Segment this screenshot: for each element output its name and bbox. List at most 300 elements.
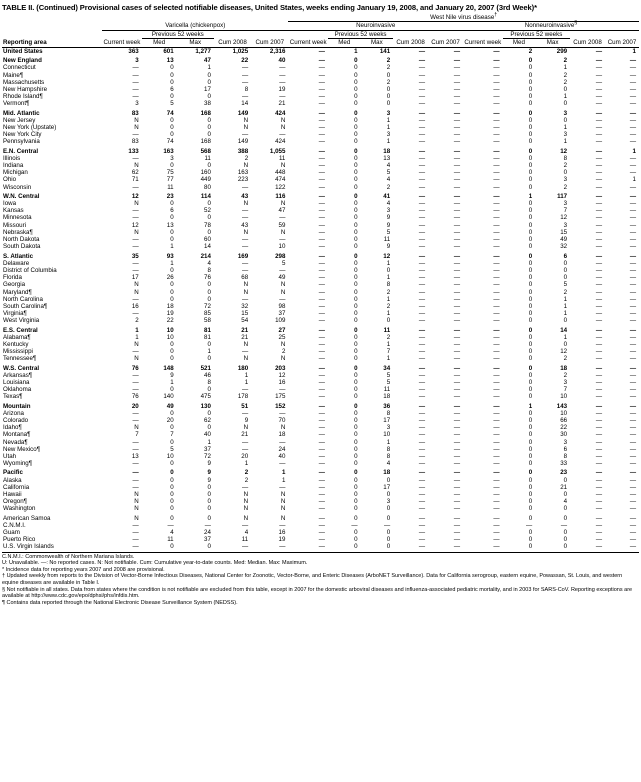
row-cell: — (318, 288, 325, 296)
row-cell: N (280, 162, 286, 170)
row-cell: 81 (204, 333, 211, 341)
row-cell: 0 (528, 124, 533, 132)
table-row (2, 424, 639, 431)
row-cell: — (595, 124, 603, 132)
row-cell: 60 (204, 236, 211, 244)
row-cell: 141 (379, 48, 391, 56)
row-cell: — (595, 243, 603, 251)
row-cell: 0 (170, 64, 174, 72)
row-cell: 8 (386, 409, 391, 417)
row-cell: 0 (207, 340, 211, 348)
table-row (2, 64, 639, 71)
row-cell: — (493, 169, 500, 177)
row-cell: 12 (131, 192, 139, 200)
row-area-label: Connecticut (3, 64, 36, 72)
row-cell: 24 (204, 529, 211, 537)
row-cell: 2 (244, 469, 249, 477)
row-cell: 0 (528, 154, 533, 162)
row-cell: — (453, 402, 460, 410)
row-cell: 0 (207, 162, 211, 170)
row-cell: — (418, 483, 426, 491)
row-cell: 9 (207, 469, 211, 477)
table-row (2, 460, 639, 467)
table-row (2, 55, 639, 64)
row-area-label: Florida (3, 274, 22, 282)
row-area-label: Washington (3, 505, 36, 513)
row-cell: — (318, 364, 325, 372)
row-cell: — (418, 521, 426, 529)
table-row (2, 86, 639, 93)
row-cell: — (595, 200, 603, 208)
row-cell: — (418, 124, 426, 132)
row-cell: 0 (354, 340, 358, 348)
row-cell: — (132, 78, 139, 86)
row-cell: 9 (386, 243, 391, 251)
row-cell: N (280, 491, 286, 498)
row-cell: — (418, 147, 426, 155)
row-cell: — (204, 521, 211, 529)
row-cell: — (493, 109, 500, 117)
row-cell: 12 (278, 371, 286, 379)
row-area-label: Alabama¶ (3, 333, 31, 341)
row-cell: — (132, 469, 139, 477)
row-cell: 14 (560, 326, 568, 334)
row-cell: — (318, 302, 325, 310)
row-cell: — (595, 543, 603, 551)
row-cell: 0 (528, 302, 533, 310)
row-cell: 0 (354, 288, 358, 296)
footnotes (0, 551, 641, 607)
table-row (2, 243, 639, 250)
row-cell: 12 (383, 252, 391, 260)
header-row-previous (2, 30, 639, 38)
row-cell: 9 (207, 476, 211, 484)
row-cell: — (595, 402, 603, 410)
row-cell: 0 (528, 378, 533, 386)
row-cell: — (595, 64, 603, 72)
row-cell: — (279, 543, 286, 551)
row-cell: N (243, 124, 249, 132)
row-cell: — (629, 514, 636, 522)
row-cell: 37 (204, 536, 211, 544)
row-cell: 0 (354, 243, 358, 251)
row-cell: — (453, 200, 460, 208)
row-cell: — (318, 100, 325, 108)
row-cell: 17 (204, 86, 211, 94)
row-cell: 0 (528, 483, 533, 491)
row-cell: — (318, 424, 325, 432)
row-cell: 0 (528, 333, 533, 341)
row-cell: — (493, 310, 500, 318)
row-cell: 4 (386, 162, 391, 170)
row-cell: — (629, 469, 636, 477)
table-row (2, 236, 639, 243)
row-cell: 93 (166, 252, 174, 260)
row-cell: — (453, 452, 460, 460)
row-cell: 2 (386, 288, 391, 296)
table-row (2, 222, 639, 229)
row-cell: 0 (354, 498, 358, 506)
header-max-1: Max (189, 38, 202, 46)
row-cell: — (629, 536, 636, 544)
row-cell: — (453, 543, 460, 551)
row-cell: 21 (241, 431, 249, 439)
row-cell: 0 (354, 543, 358, 551)
row-area-label: Guam (3, 529, 20, 537)
table-row (2, 536, 639, 543)
row-cell: — (453, 505, 460, 513)
row-area-label: Rhode Island¶ (3, 93, 43, 101)
row-cell: — (241, 131, 249, 139)
row-cell: 78 (204, 221, 211, 229)
row-cell: — (493, 402, 500, 410)
row-cell: — (279, 71, 286, 79)
row-cell: — (629, 288, 636, 296)
row-cell: 152 (275, 402, 286, 410)
row-cell: — (279, 438, 286, 446)
row-cell: — (453, 469, 460, 477)
row-cell: — (453, 93, 460, 101)
row-cell: 26 (166, 274, 174, 282)
row-area-label: Georgia (3, 281, 26, 289)
row-cell: 5 (170, 100, 174, 108)
row-cell: — (493, 333, 500, 341)
row-cell: 68 (241, 274, 249, 282)
row-cell: 0 (386, 476, 391, 484)
row-cell: 1 (170, 259, 174, 267)
row-cell: — (595, 536, 603, 544)
row-cell: — (595, 514, 603, 522)
row-cell: 83 (131, 138, 139, 146)
row-cell: 0 (207, 214, 211, 222)
row-cell: N (134, 505, 139, 513)
row-cell: — (132, 378, 139, 386)
row-cell: 0 (170, 266, 174, 274)
row-cell: — (418, 71, 426, 79)
row-cell: 12 (560, 348, 568, 356)
row-cell: — (318, 431, 325, 439)
row-cell: 11 (167, 183, 174, 191)
row-cell: — (418, 469, 426, 477)
row-cell: 299 (556, 48, 568, 56)
footnote-abbrev: C.N.M.I.: Commonwealth of Northern Mariana Islands. (2, 553, 135, 560)
row-cell: N (280, 281, 286, 289)
row-cell: 2 (528, 48, 533, 56)
row-cell: — (493, 378, 500, 386)
row-cell: — (595, 445, 603, 453)
row-cell: 0 (170, 386, 174, 394)
row-cell: — (132, 266, 139, 274)
row-cell: — (629, 86, 636, 94)
row-area-label: Indiana (3, 162, 24, 170)
row-cell: 1 (244, 378, 249, 386)
row-cell: 449 (200, 176, 211, 184)
row-cell: 0 (386, 491, 391, 498)
row-cell: 0 (354, 469, 358, 477)
row-cell: — (418, 236, 426, 244)
row-cell: 62 (131, 169, 139, 177)
row-cell: 0 (528, 162, 533, 170)
row-cell: 2 (244, 476, 249, 484)
table-row (2, 155, 639, 162)
row-cell: 168 (200, 109, 211, 117)
row-area-label: New York (Upstate) (3, 124, 57, 132)
table-row (2, 310, 639, 317)
row-cell: — (241, 93, 249, 101)
row-cell: N (243, 116, 249, 124)
row-cell: — (453, 355, 460, 363)
row-cell: N (243, 424, 249, 432)
row-cell: N (243, 340, 249, 348)
row-cell: — (318, 476, 325, 484)
row-cell: 0 (386, 100, 391, 108)
row-cell: N (134, 116, 139, 124)
row-cell: N (134, 288, 139, 296)
footnote-1: * Incidence data for reporting years 2007 and 2008 are provisional. (2, 566, 165, 573)
row-cell: — (629, 378, 636, 386)
row-cell: — (595, 491, 603, 498)
row-cell: 0 (170, 200, 174, 208)
row-area-label: Oregon¶ (3, 498, 27, 506)
row-cell: — (595, 452, 603, 460)
row-cell: 2 (563, 57, 568, 65)
row-area-label: California (3, 483, 30, 491)
row-cell: — (595, 364, 603, 372)
row-cell: — (629, 317, 636, 325)
row-cell: N (243, 228, 249, 236)
row-cell: N (280, 498, 286, 506)
row-cell: — (132, 295, 139, 303)
row-cell: 2 (563, 288, 568, 296)
table-row (2, 48, 639, 56)
row-cell: 0 (170, 214, 174, 222)
row-cell: 0 (207, 228, 211, 236)
row-cell: 3 (563, 438, 568, 446)
row-cell: — (453, 274, 460, 282)
row-cell: — (318, 169, 325, 177)
row-cell: — (493, 131, 500, 139)
row-cell: — (595, 266, 603, 274)
row-cell: 5 (281, 259, 286, 267)
row-cell: 0 (563, 536, 568, 544)
row-cell: — (629, 243, 636, 251)
row-cell: N (243, 355, 249, 363)
row-area-label: Kansas (3, 207, 24, 215)
row-cell: 0 (170, 131, 174, 139)
row-cell: 9 (244, 416, 249, 424)
row-cell: 2 (244, 154, 249, 162)
table-row (2, 355, 639, 362)
row-cell: 0 (354, 162, 358, 170)
row-cell: — (318, 64, 325, 72)
row-cell: 49 (278, 274, 286, 282)
row-cell: — (318, 543, 325, 551)
row-cell: 1 (354, 48, 358, 56)
row-cell: — (279, 483, 286, 491)
row-cell: 5 (386, 228, 391, 236)
row-cell: 75 (166, 169, 174, 177)
row-cell: — (453, 445, 460, 453)
row-cell: 30 (560, 431, 568, 439)
row-cell: 0 (528, 340, 533, 348)
row-cell: — (493, 124, 500, 132)
row-cell: 0 (528, 138, 533, 146)
row-cell: — (453, 364, 460, 372)
row-cell: — (595, 78, 603, 86)
row-cell: — (132, 371, 139, 379)
row-cell: — (493, 340, 500, 348)
row-cell: 1 (207, 64, 211, 72)
row-cell: — (629, 93, 636, 101)
row-cell: — (453, 514, 460, 522)
row-cell: 43 (241, 221, 249, 229)
row-cell: — (132, 131, 139, 139)
row-cell: 40 (278, 452, 286, 460)
row-cell: 0 (354, 424, 358, 432)
footnote-legend: U: Unavailable. —: No reported cases. N: Not notifiable. Cum: Cumulative year-to-date counts. Med: Median. Max: Maximum. (2, 560, 308, 567)
row-cell: 11 (383, 386, 391, 394)
row-cell: — (132, 214, 139, 222)
row-cell: — (493, 302, 500, 310)
row-cell: — (453, 310, 460, 318)
row-cell: 0 (207, 93, 211, 101)
row-cell: 424 (275, 109, 286, 117)
row-cell: — (418, 310, 426, 318)
row-cell: 32 (560, 243, 568, 251)
row-cell: N (134, 200, 139, 208)
row-cell: 0 (528, 364, 533, 372)
row-cell: 8 (386, 281, 391, 289)
row-cell: 214 (200, 252, 211, 260)
table-row (2, 100, 639, 107)
row-cell: N (134, 340, 139, 348)
row-cell: 0 (207, 78, 211, 86)
row-cell: — (132, 445, 139, 453)
row-cell: 22 (166, 317, 174, 325)
row-cell: — (318, 176, 325, 184)
row-cell: — (493, 505, 500, 513)
row-cell: 175 (275, 393, 286, 401)
row-cell: 0 (354, 402, 358, 410)
row-cell: — (418, 57, 426, 65)
table-row (2, 439, 639, 446)
row-cell: — (453, 333, 460, 341)
row-cell: — (453, 348, 460, 356)
row-cell: — (318, 386, 325, 394)
row-cell: — (595, 221, 603, 229)
row-cell: 3 (386, 109, 391, 117)
row-cell: — (595, 100, 603, 108)
row-cell: — (132, 521, 139, 529)
row-cell: 2 (135, 317, 139, 325)
row-cell: — (132, 416, 139, 424)
row-cell: 2 (386, 333, 391, 341)
row-cell: — (453, 214, 460, 222)
row-cell: — (595, 183, 603, 191)
header-group-neuroinvasive: Neuroinvasive (288, 22, 463, 30)
row-cell: 0 (354, 445, 358, 453)
row-cell: N (134, 124, 139, 132)
row-cell: 1,277 (195, 48, 211, 56)
row-cell: 3 (386, 424, 391, 432)
row-cell: 0 (528, 543, 533, 551)
row-cell: 117 (557, 192, 568, 200)
row-cell: — (629, 424, 636, 432)
row-cell: — (629, 416, 636, 424)
row-cell: — (595, 214, 603, 222)
row-cell: — (629, 252, 636, 260)
row-cell: — (493, 221, 500, 229)
row-cell: — (629, 116, 636, 124)
row-cell: 180 (237, 364, 249, 372)
row-cell: — (629, 498, 636, 506)
row-cell: — (595, 431, 603, 439)
table-row (2, 207, 639, 214)
row-cell: — (493, 295, 500, 303)
table-row (2, 229, 639, 236)
row-cell: 0 (170, 124, 174, 132)
table-body (2, 48, 639, 551)
row-cell: 0 (354, 169, 358, 177)
row-cell: 0 (386, 505, 391, 513)
row-cell: 12 (131, 221, 139, 229)
row-cell: 0 (528, 200, 533, 208)
row-cell: — (318, 333, 325, 341)
row-cell: 0 (528, 409, 533, 417)
row-cell: 0 (207, 505, 211, 513)
row-cell: 25 (278, 333, 286, 341)
row-cell: — (318, 491, 325, 498)
row-cell: 71 (131, 176, 139, 184)
row-cell: — (453, 221, 460, 229)
row-cell: — (241, 521, 249, 529)
row-cell: — (595, 109, 603, 117)
row-cell: 0 (354, 78, 358, 86)
row-cell: — (453, 281, 460, 289)
row-area-label: Minnesota (3, 214, 32, 222)
row-area-label: Vermont¶ (3, 100, 30, 108)
row-cell: — (629, 302, 636, 310)
row-cell: 0 (528, 93, 533, 101)
row-cell: — (318, 452, 325, 460)
row-cell: — (418, 116, 426, 124)
row-cell: — (418, 259, 426, 267)
row-cell: — (453, 266, 460, 274)
row-cell: — (453, 302, 460, 310)
row-area-label: W.S. Central (3, 364, 40, 372)
row-cell: 0 (354, 416, 358, 424)
row-cell: 223 (237, 176, 249, 184)
row-cell: 0 (528, 371, 533, 379)
row-cell: — (493, 274, 500, 282)
row-area-label: U.S. Virgin Islands (3, 543, 54, 551)
row-cell: — (453, 393, 460, 401)
row-cell: — (595, 378, 603, 386)
row-cell: — (629, 214, 636, 222)
row-cell: — (629, 274, 636, 282)
row-cell: 0 (354, 147, 358, 155)
row-cell: — (493, 514, 500, 522)
row-cell: 3 (563, 109, 568, 117)
row-cell: — (453, 207, 460, 215)
row-cell: 3 (563, 221, 568, 229)
row-cell: 41 (383, 192, 391, 200)
row-cell: — (418, 543, 426, 551)
row-cell: 0 (207, 386, 211, 394)
row-cell: — (493, 543, 500, 551)
row-cell: — (318, 147, 325, 155)
row-cell: — (629, 460, 636, 468)
